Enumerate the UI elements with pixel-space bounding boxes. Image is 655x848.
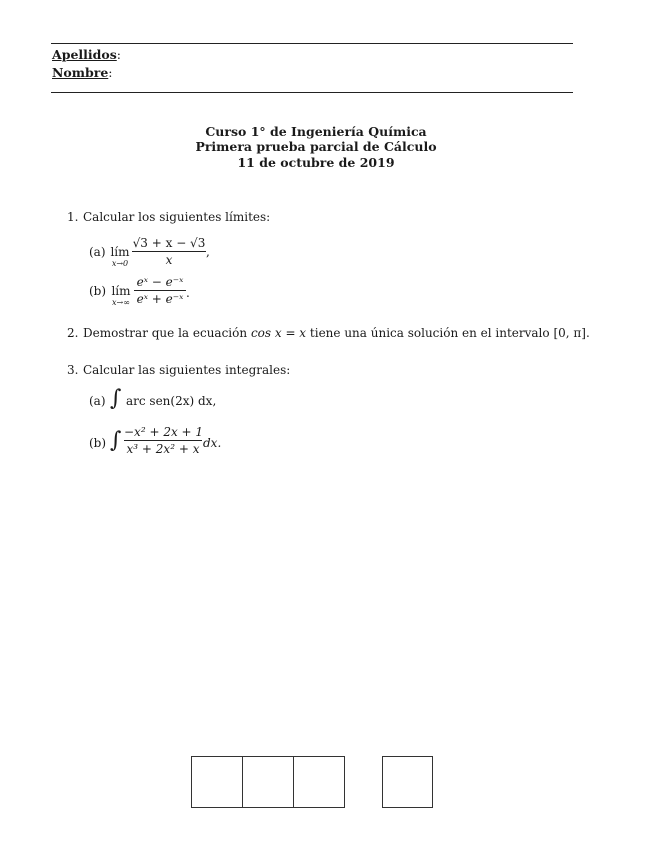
- top-rule: [51, 43, 573, 44]
- nombre-label: Nombre: [52, 65, 109, 80]
- q1a-label: (a): [89, 245, 106, 259]
- q1b-denominator: eˣ + e⁻ˣ: [136, 292, 184, 306]
- apellidos-field: [52, 48, 121, 62]
- grade-box-total: [382, 756, 433, 808]
- q1b-lim: [108, 284, 134, 307]
- q1-text: Calcular los siguientes límites:: [83, 210, 271, 224]
- q1b-lim-text: lím: [111, 284, 131, 298]
- q1a-denominator: x: [165, 253, 173, 267]
- grade-box-q1: [191, 756, 243, 808]
- q3b-dx: dx.: [203, 436, 222, 450]
- q2-number: 2.: [67, 326, 79, 340]
- q1a-fraction-bar: [132, 251, 206, 252]
- q3-number: 3.: [67, 363, 79, 377]
- exam-date: 11 de octubre de 2019: [237, 155, 395, 170]
- q3a-integral-sign: ∫: [110, 386, 122, 411]
- q3b-fraction-bar: [124, 440, 202, 441]
- nombre-colon: :: [108, 65, 113, 80]
- q1b-fraction-bar: [134, 290, 186, 291]
- q1-number: 1.: [67, 210, 79, 224]
- q1a-lim: [108, 245, 132, 268]
- q3b-numerator: −x² + 2x + 1: [124, 425, 204, 439]
- grade-box-q3: [293, 756, 345, 808]
- bottom-rule: [51, 92, 573, 93]
- q3b-denominator: x³ + 2x² + x: [126, 442, 200, 456]
- q1b-numerator: eˣ − e⁻ˣ: [136, 275, 184, 289]
- q2-equation: cos x = x: [250, 326, 307, 340]
- q3a-label: (a): [89, 394, 106, 408]
- q2-text-before: Demostrar que la ecuación: [83, 326, 248, 340]
- q1a-lim-sub: x→0: [111, 259, 129, 268]
- q1a-numerator: √3 + x − √3: [132, 236, 206, 250]
- nombre-field: [52, 66, 113, 80]
- q2-text: [83, 326, 590, 340]
- q3b-label: (b): [89, 436, 107, 450]
- q3-text: Calcular las siguientes integrales:: [83, 363, 291, 377]
- q2-text-after: tiene una única solución en el intervalo: [309, 326, 550, 340]
- q1b-lim-sub: x→∞: [112, 298, 130, 307]
- apellidos-label: Apellidos: [52, 47, 117, 62]
- q3b-fraction: [124, 425, 202, 456]
- q2-interval: [0, π].: [553, 326, 590, 340]
- course-title: Curso 1° de Ingeniería Química: [205, 124, 427, 139]
- q1b-label: (b): [89, 284, 107, 298]
- q1b-fraction: [134, 275, 186, 306]
- q1a-end: ,: [206, 245, 210, 259]
- exam-title: Primera prueba parcial de Cálculo: [195, 139, 437, 154]
- apellidos-colon: :: [116, 47, 121, 62]
- q3b-integral-sign: ∫: [110, 428, 122, 453]
- q1b-end: .: [186, 286, 190, 300]
- grade-box-q2: [242, 756, 294, 808]
- q1a-lim-text: lím: [110, 245, 130, 259]
- q1a-fraction: [132, 236, 206, 267]
- q3a-integrand: arc sen(2x) dx,: [126, 394, 217, 408]
